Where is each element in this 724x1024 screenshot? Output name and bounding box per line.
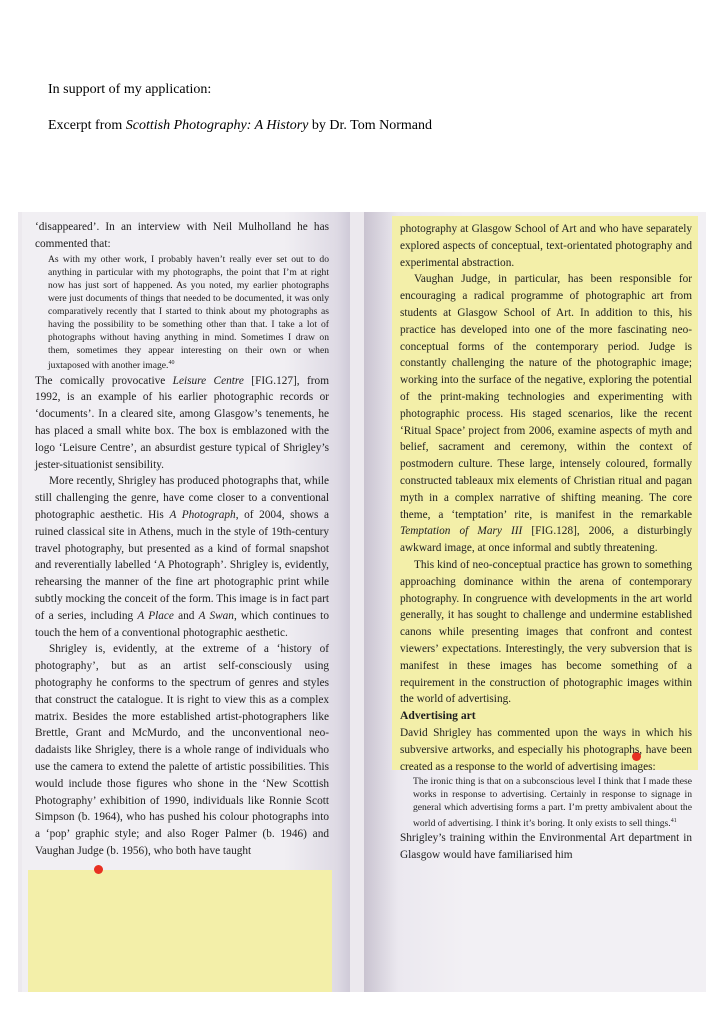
excerpt-suffix: by Dr. Tom Normand <box>308 118 432 133</box>
paragraph: photography at Glasgow School of Art and who have separately explored aspects of conceptual, text-orientated photography and experimental abstraction. <box>400 223 692 269</box>
block-quote <box>48 253 329 373</box>
text: , which continues to touch the hem of a conventional photographic aesthetic. <box>35 609 329 639</box>
left-page <box>22 212 350 992</box>
artwork-title: A Photograph <box>169 509 236 521</box>
paragraph: ‘disappeared’. In an interview with Neil Mulholland he has commented that: <box>35 221 329 250</box>
artwork-title: A Swan <box>198 609 234 622</box>
right-page <box>364 212 706 992</box>
excerpt-prefix: Excerpt from <box>48 118 126 133</box>
highlight-left <box>28 870 332 992</box>
left-column <box>35 219 329 860</box>
text: and <box>173 609 199 622</box>
artwork-title: Temptation of Mary III <box>400 525 523 538</box>
paragraph: This kind of neo-conceptual practice has grown to something approaching dominance within the arena of contemporary photography. In congruence with developments in the art world generally, it has sought to challenge and undermine established canons while presenting images that confront and contest viewers’ expectations. Interestingly, the very subversion that is manifest in these images has become something of a requirement in the construction of photographic images within the world of advertising. <box>400 558 692 706</box>
excerpt-line <box>48 118 432 134</box>
paragraph <box>400 271 692 557</box>
text: [FIG.127], from 1992, is an example of his earlier photographic records or ‘documents’. In a cleared site, among Glasgow’s tenements, he has placed a small white box. The box is emblazoned with the logo ‘Leisure Centre’, an absurdist gesture typical of Shrigley’s jester-situationist sensibility. <box>35 374 329 471</box>
text: Vaughan Judge, in particular, has been responsible for encouraging a radical programme of photographic art from students at Glasgow School of Art. In addition to this, his practice has developed into one of the more fascinating neo-conceptual forms of the contemporary period. Judge is constantly challenging the nature of the photographic image; working into the surface of the negative, exploring the potential of the print-making technologies and experimenting with photographic process. His staged scenarios, like the recent ‘Ritual Space’ project from 2006, examine aspects of myth and belief, sacrament and ceremony, within the context of postmodern culture. These large, intensely coloured, formally constructed tableaux mix elements of Christian ritual and pagan myth in a complex narrative of shifting meaning. The core theme, a ‘temptation’ rite, is manifest in the remarkable <box>400 273 692 521</box>
text: The comically provocative <box>35 374 173 387</box>
quote-text: As with my other work, I probably haven’t really ever set out to do anything in particular with my photographs, the point that I’m at right now has just sort of happened. As you noted, my earlier photographs were just documents of things that needed to be documented, it was only comparatively recently that I started to think about my photographs as having the possibility to be something other than that. I take a lot of photographs without having anything in mind. Sometimes I draw on them, sometimes they appear interesting on their own or when juxtaposed with another image. <box>48 253 329 372</box>
artwork-title: A Place <box>137 609 174 622</box>
text: [FIG.128], 2006, a disturbingly awkward image, at once informal and subtly threatening. <box>400 525 692 555</box>
quote-text: The ironic thing is that on a subconscious level I think that I made these works in response to advertising. Certainly in response to signage in general which advertising forms a part. I’m pretty ambivalent about the world of advertising. I think it’s boring. It only exists to sell things. <box>413 776 692 829</box>
book-scan <box>18 212 706 992</box>
footnote-ref: 41 <box>670 817 677 824</box>
paragraph <box>35 641 329 859</box>
text: More recently, Shrigley has produced photographs that, while still challenging the genre, have come closer to a conventional photographic aesthetic. His <box>35 475 329 521</box>
block-quote <box>413 775 692 830</box>
book-title: Scottish Photography: A History <box>125 118 309 133</box>
highlighted-text: This would include those figures who shone in the ‘New Scottish Photography’ exhibition of 1990, individuals like Ronnie Scott Simpson (b. 1964), who has pushed his colour photographs into a ‘pop’ graphic style; and also Roger Palmer (b. 1946) and Vaughan Judge (b. 1956), who both have taught <box>35 760 329 857</box>
text: , of 2004, shows a ruined classical site in Athens, much in the style of 19th-century travel photography, but presented as a kind of formal snapshot and reverentially labelled ‘A Photograph’. Shrigley is, evidently, rehearsing the manner of the fine art photographic print while subtly mocking the conceit of the form. This image is in fact part of a series, including <box>35 509 329 622</box>
marker-dot-left <box>94 865 103 874</box>
paragraph: Shrigley’s training within the Environmental Art department in Glasgow would have familiarised him <box>400 831 692 861</box>
paragraph <box>35 473 329 641</box>
text: Shrigley is, evidently, at the extreme of a ‘history of photography’, but as an artist self-consciously using photography he conforms to the spectrum of genres and styles that construct the catalogue. It is right to view this as a complex matrix. Besides the more established artist-photographers like Brettle, Grant and McMurdo, and the unconventional neo-dadaists like Shrigley, there is a whole range of individuals who use the camera to extend the palette of artistic possibilities. <box>35 643 329 773</box>
intro-line: In support of my application: <box>48 82 212 97</box>
paragraph <box>35 373 329 474</box>
right-column <box>400 221 692 863</box>
paragraph: David Shrigley has commented upon the ways in which his subversive artworks, and especially his photographs, have been created as a response to the world of advertising images: <box>400 726 692 773</box>
footnote-ref: 40 <box>168 360 175 367</box>
artwork-title: Leisure Centre <box>172 374 244 387</box>
section-heading: Advertising art <box>400 709 476 723</box>
